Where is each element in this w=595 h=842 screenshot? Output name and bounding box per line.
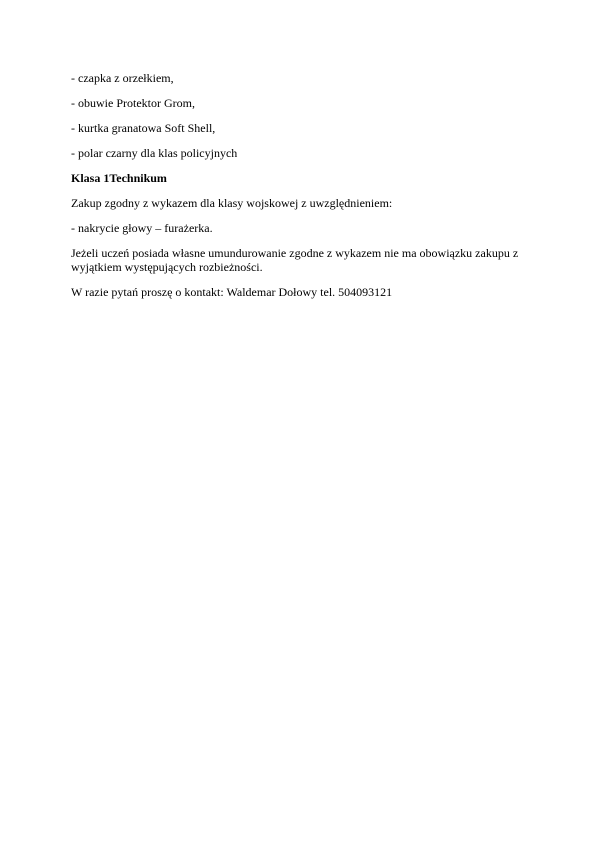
list-item-czapka: - czapka z orzełkiem,: [71, 71, 174, 85]
list-item-kurtka: - kurtka granatowa Soft Shell,: [71, 121, 216, 135]
list-item-polar: - polar czarny dla klas policyjnych: [71, 146, 238, 160]
document-body: [71, 71, 541, 310]
paragraph-kontakt: W razie pytań proszę o kontakt: Waldemar Dołowy tel. 504093121: [71, 285, 393, 299]
paragraph-zakup: Zakup zgodny z wykazem dla klasy wojskowej z uwzględnieniem:: [71, 196, 393, 210]
paragraph-jezeli: Jeżeli uczeń posiada własne umundurowanie zgodne z wykazem nie ma obowiązku zakupu z wyjątkiem występujących rozbieżności.: [71, 246, 519, 274]
section-heading-klasa: Klasa 1Technikum: [71, 171, 167, 185]
list-item-obuwie: - obuwie Protektor Grom,: [71, 96, 195, 110]
list-item-nakrycie: - nakrycie głowy – furażerka.: [71, 221, 213, 235]
